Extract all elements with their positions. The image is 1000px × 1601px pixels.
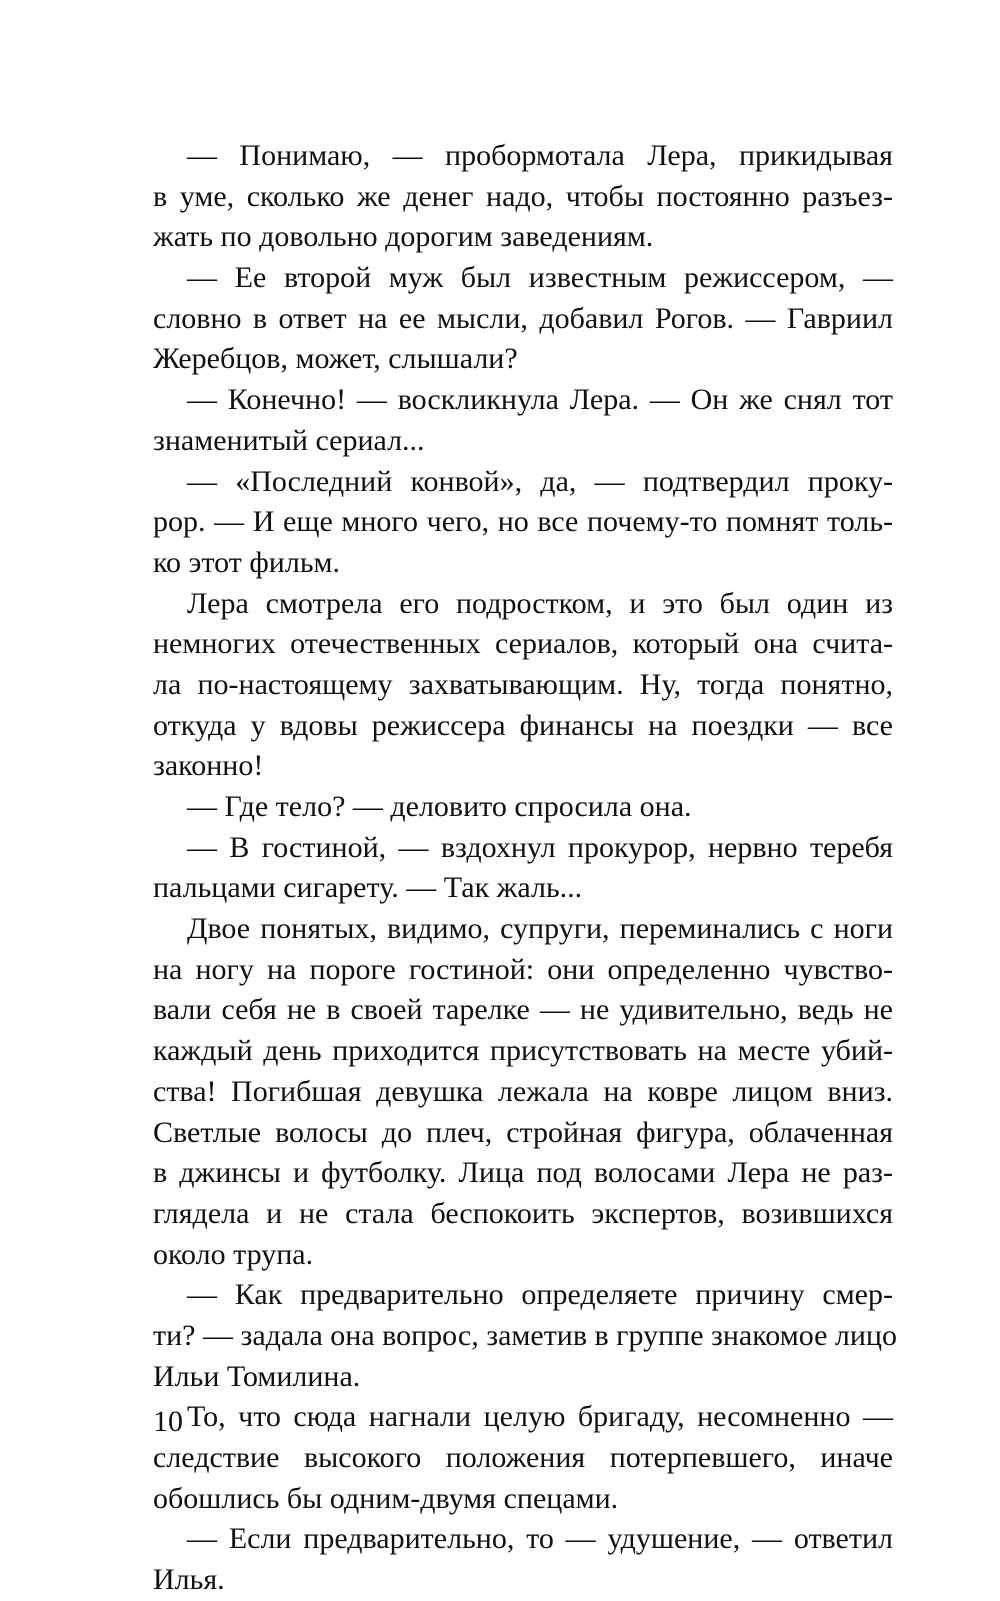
text-line: Двое понятых, видимо, супруги, переминались с ноги	[187, 912, 893, 946]
text-line: в джинсы и футболку. Лица под волосами Лера не раз-	[153, 1156, 893, 1190]
text-line: ла по-настоящему захватывающим. Ну, тогда понятно,	[153, 667, 893, 701]
text-line: пальцами сигарету. — Так жаль...	[153, 871, 583, 905]
text-line: вали себя не в своей тарелке — не удивительно, ведь не	[153, 993, 893, 1027]
text-line: ко этот фильм.	[153, 545, 340, 579]
text-line: — «Последний конвой», да, — подтвердил проку-	[187, 464, 893, 498]
page-number: 10	[153, 1405, 183, 1438]
text-line: немногих отечественных сериалов, который она счита-	[153, 627, 893, 661]
text-line: словно в ответ на ее мысли, добавил Рогов. — Гавриил	[153, 301, 893, 335]
text-line: обошлись бы одним-двумя спецами.	[153, 1481, 619, 1515]
text-line: — Если предварительно, то — удушение, — ответил	[187, 1522, 893, 1556]
text-line: законно!	[153, 749, 264, 783]
text-line: — Понимаю, — пробормотала Лера, прикидывая	[187, 139, 893, 172]
text-line: Жеребцов, может, слышали?	[153, 342, 518, 376]
text-line: ства! Погибшая девушка лежала на ковре лицом вниз.	[153, 1074, 893, 1108]
text-line: ти? — задала она вопрос, заметив в группе знакомое лицо	[153, 1318, 897, 1352]
text-line: Светлые волосы до плеч, стройная фигура, облаченная	[153, 1115, 893, 1149]
text-line: около трупа.	[153, 1237, 314, 1271]
text-line: откуда у вдовы режиссера финансы на поездки — все	[153, 708, 893, 742]
text-line: жать по довольно дорогим заведениям.	[153, 220, 654, 254]
text-line: — Ее второй муж был известным режиссером, —	[187, 261, 893, 295]
text-line: в уме, сколько же денег надо, чтобы постоянно разъез-	[153, 179, 893, 213]
text-line: — В гостиной, — вздохнул прокурор, нервно теребя	[187, 830, 893, 864]
text-line: То, что сюда нагнали целую бригаду, несомненно —	[187, 1400, 893, 1434]
text-line: каждый день приходится присутствовать на месте убий-	[153, 1034, 893, 1068]
text-line: Илья.	[153, 1563, 225, 1597]
text-line: — Где тело? — деловито спросила она.	[187, 790, 692, 823]
text-line: Ильи Томилина.	[153, 1359, 361, 1393]
text-line: — Как предварительно определяете причину смер-	[187, 1278, 893, 1312]
text-line: следствие высокого положения потерпевшего, иначе	[153, 1441, 893, 1474]
text-line: Лера смотрела его подростком, и это был один из	[187, 586, 893, 620]
text-line: глядела и не стала беспокоить экспертов, возившихся	[153, 1196, 893, 1230]
text-line: на ногу на пороге гостиной: они определенно чувство-	[153, 952, 893, 986]
text-line: знаменитый сериал...	[153, 423, 425, 457]
text-line: рор. — И еще много чего, но все почему-то помнят толь-	[153, 505, 893, 539]
body-text	[153, 136, 897, 1601]
text-line: — Конечно! — воскликнула Лера. — Он же снял тот	[187, 383, 893, 417]
